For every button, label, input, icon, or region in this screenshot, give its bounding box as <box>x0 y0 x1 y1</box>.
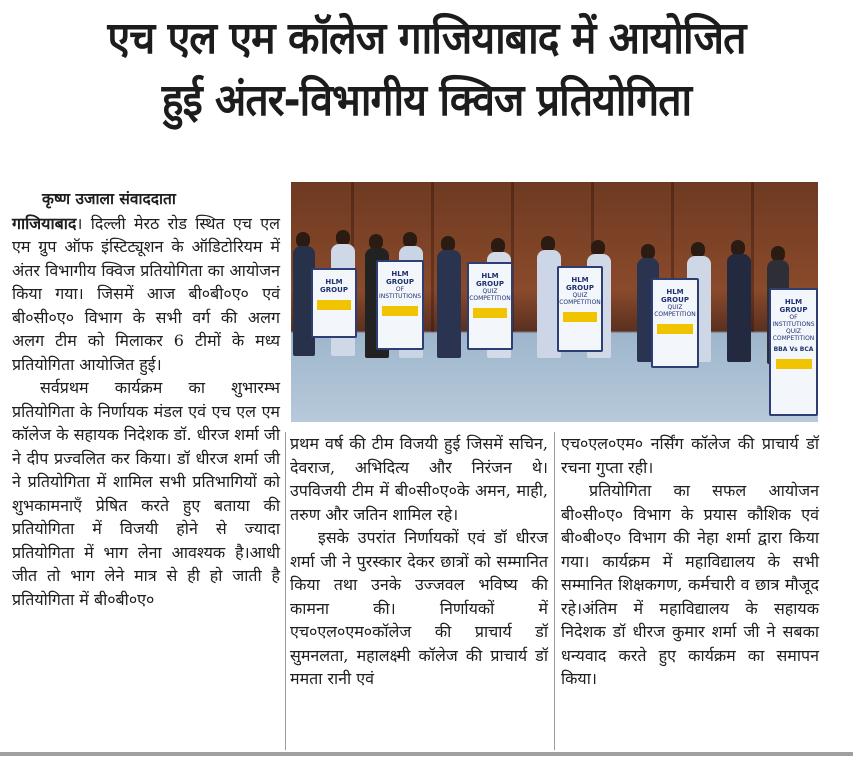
banner-text: QUIZ COMPETITION <box>772 328 815 342</box>
article-column-3 <box>561 432 819 691</box>
quiz-banner <box>311 268 357 338</box>
event-photo <box>291 182 818 422</box>
banner-text: HLM GROUP <box>566 276 594 292</box>
paragraph-3: प्रथम वर्ष की टीम विजयी हुई जिसमें सचिन, देवराज, अभिदित्य और निरंजन थे। उपविजयी टीम में बी०सी०ए०के अमन, माही, तरुण और जतिन शामिल रहे। <box>290 434 548 524</box>
column-divider <box>554 432 555 750</box>
byline: कृष्ण उजाला संवाददाता <box>42 190 176 208</box>
banner-text: HLM GROUP <box>476 272 504 288</box>
column-divider <box>285 432 286 750</box>
banner-text: OF INSTITUTIONS <box>378 286 421 300</box>
paragraph-6: प्रतियोगिता का सफल आयोजन बी०सी०ए० विभाग के प्रयास कौशिक एवं बी०बी०ए० विभाग की नेहा शर्मा द्वारा किया गया। कार्यक्रम में महाविद्यालय के सभी सम्मानित शिक्षकगण, कर्मचारी व छात्र मौजूद रहे।अंतिम में महाविद्यालय के सहायक निदेशक डॉ धीरज कुमार शर्मा जी ने सबका धन्यवाद करते हुए कार्यक्रम का समापन किया। <box>561 481 819 688</box>
banner-text: HLM GROUP <box>779 298 808 314</box>
bottom-rule <box>0 752 853 756</box>
banner-text: QUIZ COMPETITION <box>654 304 696 318</box>
article-column-1 <box>12 188 280 611</box>
banner-text: HLM GROUP <box>320 278 348 294</box>
quiz-banner <box>769 288 818 416</box>
banner-text: HLM GROUP <box>386 270 414 286</box>
article-column-2 <box>290 432 548 691</box>
paragraph-4: इसके उपरांत निर्णायकों एवं डॉ धीरज शर्मा जी ने पुरस्कार देकर छात्रों को सम्मानित किया तथा उनके उज्जवल भविष्य की कामना की। निर्णायकों में एच०एल०एम०कॉलेज की प्राचार्य डॉ सुमनलता, महालक्ष्मी कॉलेज की प्राचार्य डॉ ममता रानी एवं <box>290 528 548 688</box>
headline-line-1: एच एल एम कॉलेज गाजियाबाद में आयोजित <box>107 13 746 64</box>
paragraph-2: सर्वप्रथम कार्यक्रम का शुभारम्भ प्रतियोगिता के निर्णायक मंडल एवं एच एल एम कॉलेज के सहायक निदेशक डॉ. धीरज शर्मा जी ने दीप प्रज्वलित कर किया। डॉ धीरज शर्मा जी ने प्रतियोगिता में शामिल सभी प्रतिभागियों को शुभकामनाएँ प्रेषित करते हुए बताया की प्रतियोगिता में विजयी होने से ज्यादा प्रतियोगिता में भाग लेना आवश्यक है।आधी जीत तो भाग लेने मात्र से ही हो जाती है प्रतियोगिता में बी०बी०ए० <box>12 378 280 609</box>
headline <box>30 8 823 132</box>
quiz-banner <box>376 260 424 350</box>
quiz-banner <box>651 278 699 368</box>
banner-text: OF INSTITUTIONS <box>772 314 815 328</box>
dateline: गाजियाबाद <box>12 213 77 233</box>
banner-text: QUIZ COMPETITION <box>469 288 511 302</box>
banner-text: QUIZ COMPETITION <box>559 292 601 306</box>
quiz-banner <box>467 262 513 350</box>
headline-line-2: हुई अंतर-विभागीय क्विज प्रतियोगिता <box>161 75 692 126</box>
paragraph-5: एच०एल०एम० नर्सिंग कॉलेज की प्राचार्य डॉ रचना गुप्ता रही। <box>561 434 819 477</box>
quiz-banner <box>557 266 603 352</box>
banner-text: BBA Vs BCA <box>773 346 814 353</box>
lead-paragraph <box>12 212 280 377</box>
banner-text: HLM GROUP <box>661 288 689 304</box>
lead-paragraph-text: । दिल्ली मेरठ रोड स्थित एच एल एम ग्रुप ऑफ इंस्टिट्यूशन के ऑडिटोरियम में अंतर विभागीय क्विज प्रतियोगिता का आयोजन किया गया। जिसमें आज बी०बी०ए० एवं बी०सी०ए० विभाग के सभी वर्ग की अलग अलग टीम को मिलाकर 6 टीमों के मध्य प्रतियोगिता आयोजित हुई। <box>12 213 280 374</box>
